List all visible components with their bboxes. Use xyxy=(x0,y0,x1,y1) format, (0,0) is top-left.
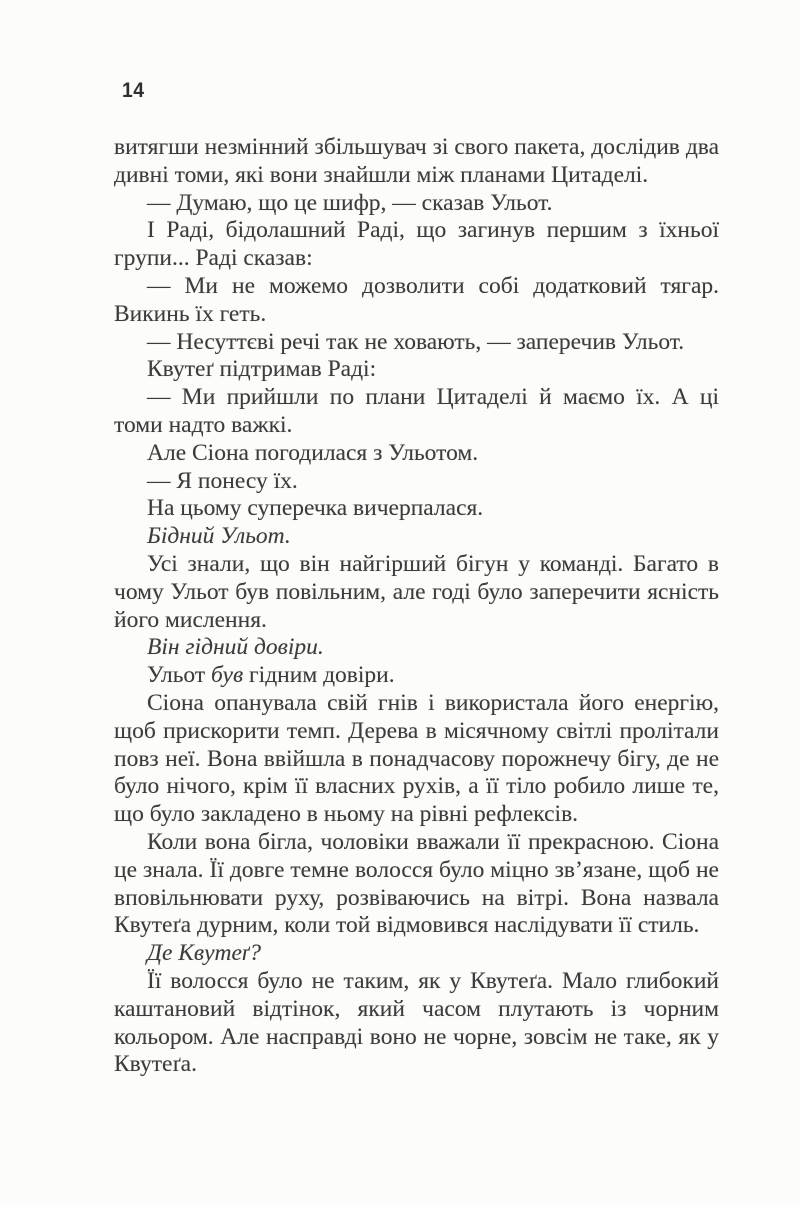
paragraph-dialogue: — Несуттєві речі так не ховають, — заперечив Ульот. xyxy=(147,328,685,355)
paragraph: Усі знали, що він найгірший бігун у команді. Багато в чому Ульот був повільним, але годі було заперечити ясність його мислення. xyxy=(114,550,719,633)
paragraph-inner-thought: Бідний Ульот. xyxy=(147,523,291,550)
paragraph: Її волосся було не таким, як у Квутеґа. Мало глибокий каштановий відтінок, який часом плутають із чорним кольором. Але насправді воно не чорне, зовсім не таке, як у Квутеґа. xyxy=(114,967,719,1078)
book-text-block xyxy=(114,134,719,1079)
paragraph-dialogue: — Ми не можемо дозволити собі додатковий тягар. Викинь їх геть. xyxy=(114,272,719,327)
paragraph: Але Сіона погодилася з Ульотом. xyxy=(147,439,479,466)
paragraph: Коли вона бігла, чоловіки вважали її прекрасною. Сіона це знала. Її довге темне волосся було міцно зв’язане, щоб не вповільнювати руху, розвіваючись на вітрі. Вона назвала Квутеґа дурним, коли той відмовився наслідувати її стиль. xyxy=(114,828,719,939)
paragraph-inner-thought: Де Квутеґ? xyxy=(147,940,262,967)
text-segment-italic: був xyxy=(211,662,244,689)
paragraph: І Раді, бідолашний Раді, що загинув першим з їхньої групи... Раді сказав: xyxy=(114,217,719,272)
paragraph: На цьому суперечка вичерпалася. xyxy=(147,495,484,522)
page-number: 14 xyxy=(122,79,145,102)
text-segment: гідним довіри. xyxy=(243,662,395,689)
paragraph: Квутеґ підтримав Раді: xyxy=(147,356,377,383)
text-segment: Ульот xyxy=(147,662,212,689)
paragraph-inner-thought: Він гідний довіри. xyxy=(147,634,324,661)
paragraph: витягши незмінний збільшувач зі свого пакета, дослідив два дивні томи, які вони знайшли між планами Цитаделі. xyxy=(114,134,719,188)
paragraph-dialogue: — Я понесу їх. xyxy=(147,467,298,494)
paragraph-mixed-emphasis xyxy=(114,662,719,690)
paragraph-dialogue: — Ми прийшли по плани Цитаделі й маємо їх. А ці томи надто важкі. xyxy=(114,384,719,438)
paragraph: Сіона опанувала свій гнів і використала його енергію, щоб прискорити темп. Дерева в місячному світлі пролітали повз неї. Вона ввійшла в понадчасову порожнечу бігу, де не було нічого, крім її власних рухів, а її тіло робило лише те, що було закладено в ньому на рівні рефлексів. xyxy=(114,689,719,828)
paragraph-dialogue: — Думаю, що це шифр, — сказав Ульот. xyxy=(147,189,553,216)
